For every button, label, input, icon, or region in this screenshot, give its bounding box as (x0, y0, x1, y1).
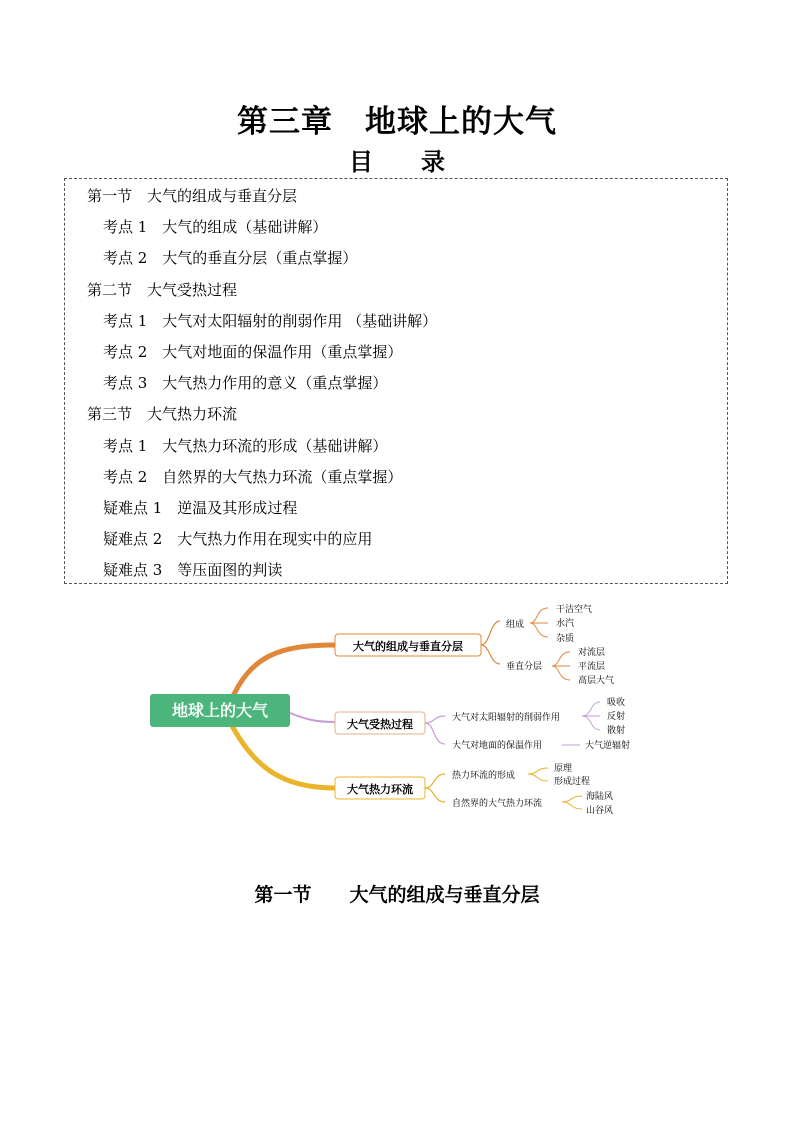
section-heading: 第一节 大气的组成与垂直分层 (254, 884, 540, 906)
leaf-label: 对流层 (578, 648, 606, 658)
leaf-label: 杂质 (556, 634, 575, 644)
toc-point-item[interactable]: 疑难点 3 等压面图的判读 (103, 561, 283, 580)
bracket (481, 645, 500, 664)
bracket (530, 623, 548, 637)
bracket (582, 716, 600, 730)
toc-point-item[interactable]: 疑难点 2 大气热力作用在现实中的应用 (103, 530, 373, 549)
leaf-label: 干洁空气 (556, 605, 593, 615)
branch-connector (290, 713, 335, 722)
bracket (425, 788, 445, 802)
leaf-label: 山谷风 (586, 806, 614, 816)
sub-label: 垂直分层 (506, 662, 543, 672)
branch-label: 大气热力环流 (347, 783, 413, 796)
mind-map (0, 595, 794, 825)
bracket (481, 621, 500, 645)
leaf-label: 高层大气 (578, 676, 615, 686)
toc-heading: 目 录 (349, 148, 445, 176)
bracket (582, 702, 600, 716)
leaf-label: 反射 (607, 712, 626, 722)
sub-label: 自然界的大气热力环流 (452, 799, 543, 809)
bracket (528, 774, 548, 781)
sub-label: 组成 (506, 620, 525, 630)
bracket (528, 768, 548, 774)
bracket (530, 608, 548, 623)
leaf-label: 吸收 (607, 698, 626, 708)
branch-connector (230, 722, 335, 788)
toc-point-item[interactable]: 考点 2 大气的垂直分层（重点掌握） (103, 249, 358, 268)
leaf-label: 水汽 (556, 619, 575, 629)
sub-label: 热力环流的形成 (452, 771, 516, 781)
toc-point-item[interactable]: 考点 1 大气的组成（基础讲解） (103, 218, 328, 237)
toc-point-item[interactable]: 考点 3 大气热力作用的意义（重点掌握） (103, 374, 388, 393)
toc-section-item[interactable]: 第三节 大气热力环流 (87, 405, 238, 424)
toc-point-item[interactable]: 考点 2 大气对地面的保温作用（重点掌握） (103, 343, 403, 361)
sub-label: 大气对太阳辐射的削弱作用 (452, 713, 561, 723)
toc-point-item[interactable]: 考点 1 大气对太阳辐射的削弱作用 （基础讲解） (103, 311, 438, 330)
bracket (425, 723, 445, 744)
bracket (425, 774, 445, 788)
bracket (425, 716, 445, 723)
branch-label: 大气受热过程 (347, 718, 413, 731)
bracket (552, 652, 570, 666)
sub-label: 大气对地面的保温作用 (452, 741, 543, 751)
branch-label: 大气的组成与垂直分层 (353, 640, 463, 653)
bracket (552, 666, 570, 680)
toc-point-item[interactable]: 考点 1 大气热力环流的形成（基础讲解） (103, 436, 388, 455)
toc-section-item[interactable]: 第一节 大气的组成与垂直分层 (87, 187, 298, 205)
leaf-label: 原理 (554, 764, 573, 774)
bracket (562, 796, 582, 802)
leaf-label: 散射 (607, 726, 626, 736)
table-of-contents (64, 178, 728, 584)
page-title: 第三章 地球上的大气 (237, 104, 557, 140)
leaf-label: 平流层 (578, 662, 606, 672)
leaf-label: 大气逆辐射 (585, 741, 631, 751)
toc-point-item[interactable]: 疑难点 1 逆温及其形成过程 (103, 499, 298, 517)
toc-point-item[interactable]: 考点 2 自然界的大气热力环流（重点掌握） (103, 467, 403, 486)
root-node-label: 地球上的大气 (171, 701, 269, 720)
leaf-label: 海陆风 (586, 792, 614, 802)
toc-section-item[interactable]: 第二节 大气受热过程 (87, 280, 238, 299)
leaf-label: 形成过程 (554, 777, 591, 787)
bracket (562, 802, 582, 809)
